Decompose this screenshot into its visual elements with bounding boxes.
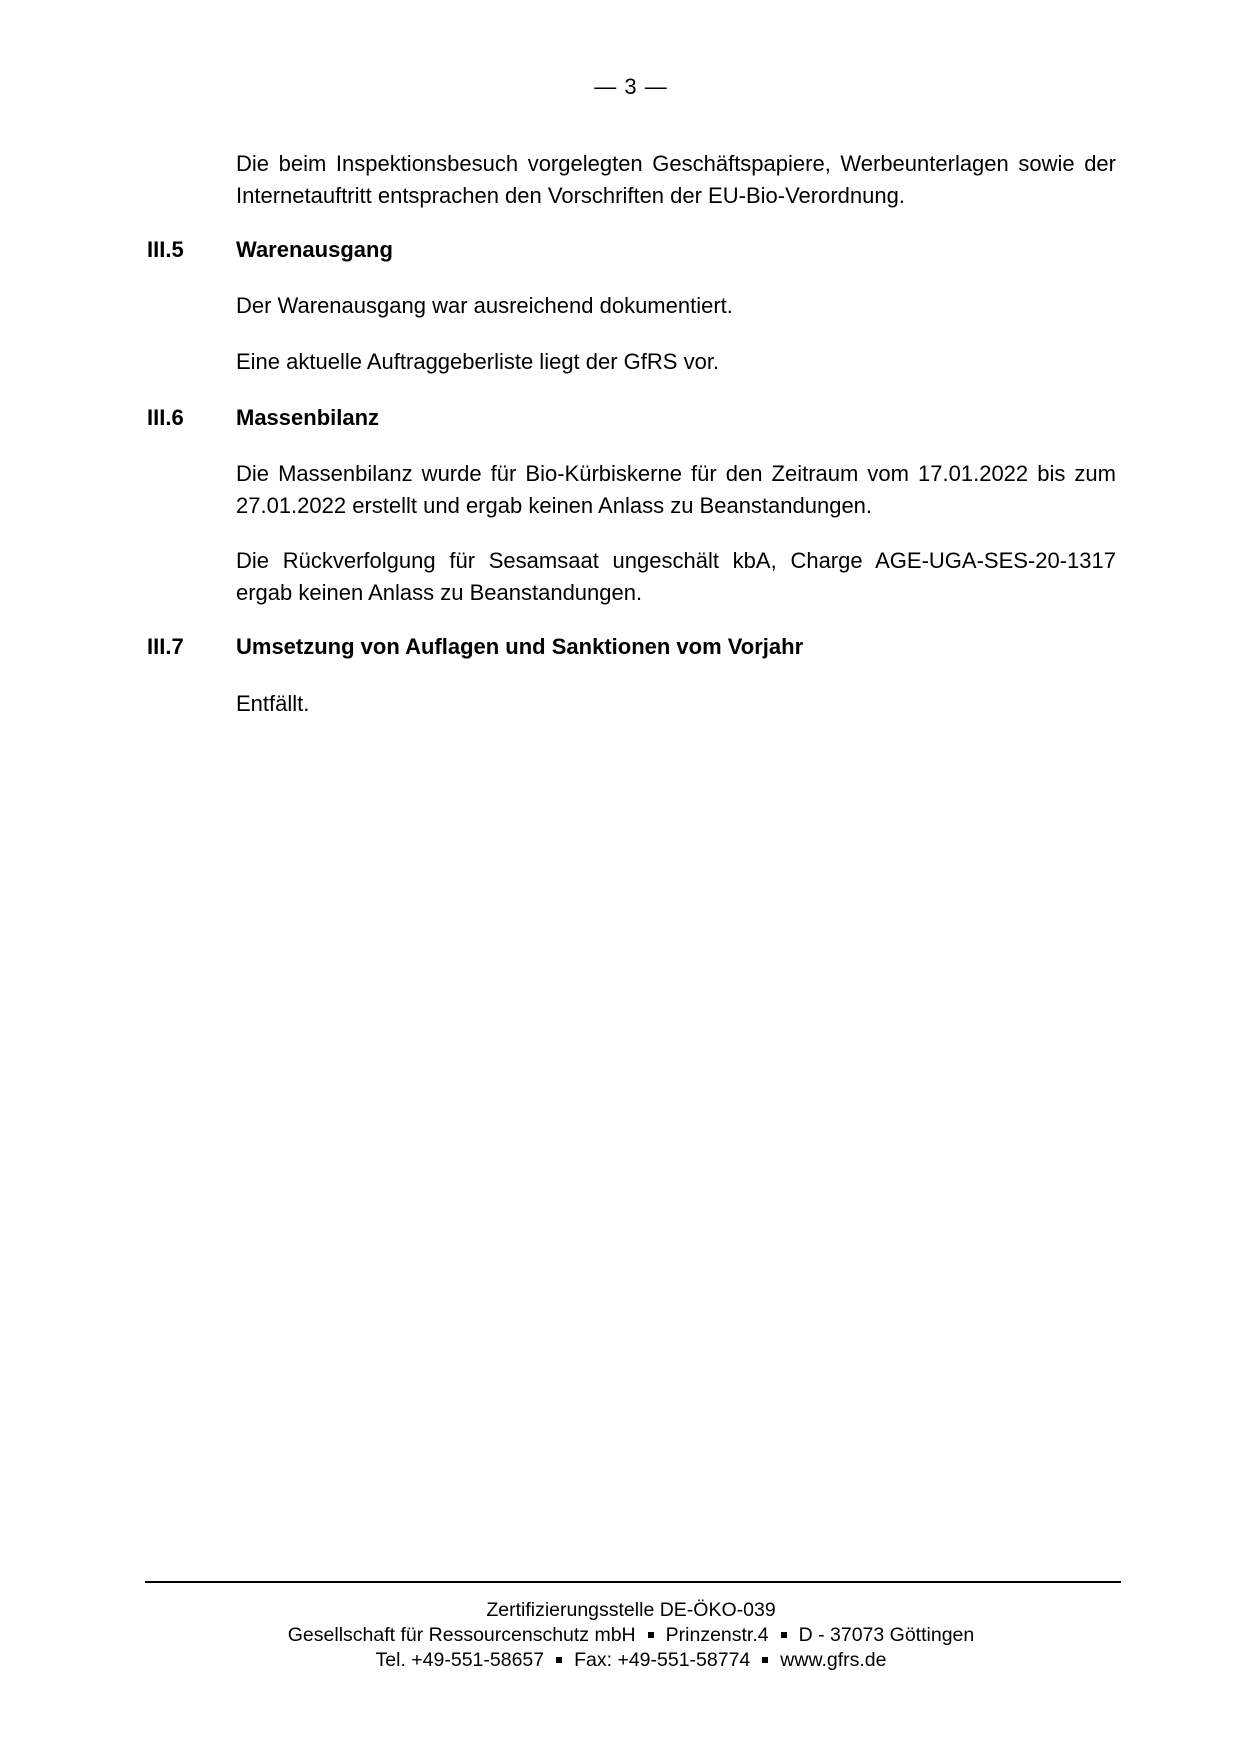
section-paragraph: Die Massenbilanz wurde für Bio-Kürbiskerne für den Zeitraum vom 17.01.2022 bis zum 27.01.2022 erstellt und ergab keinen Anlass zu Beanstandungen. <box>236 461 1116 518</box>
bullet-separator-icon <box>762 1657 768 1663</box>
footer-city: D - 37073 Göttingen <box>798 1624 975 1646</box>
section-title: Umsetzung von Auflagen und Sanktionen vom Vorjahr <box>236 634 804 659</box>
section-paragraph: Eine aktuelle Auftraggeberliste liegt der GfRS vor. <box>236 349 720 374</box>
footer-phone: Tel. +49-551-58657 <box>375 1649 545 1671</box>
footer-company: Gesellschaft für Ressourcenschutz mbH <box>287 1624 636 1646</box>
section-number: III.5 <box>147 237 184 262</box>
section-heading-massenbilanz <box>147 402 379 434</box>
section-heading-auflagen <box>147 631 803 663</box>
bullet-separator-icon <box>781 1632 787 1638</box>
section-title: Massenbilanz <box>236 405 380 430</box>
intro-paragraph: Die beim Inspektionsbesuch vorgelegten Geschäftspapiere, Werbeunterlagen sowie der Internetauftritt entsprachen den Vorschriften der EU-Bio-Verordnung. <box>236 151 1116 208</box>
section-paragraph: Die Rückverfolgung für Sesamsaat ungeschält kbA, Charge AGE-UGA-SES-20-1317 ergab keinen Anlass zu Beanstandungen. <box>236 548 1116 605</box>
section-title: Warenausgang <box>236 237 393 262</box>
section-number: III.7 <box>147 634 184 659</box>
section-paragraph: Der Warenausgang war ausreichend dokumentiert. <box>236 293 733 318</box>
section-heading-warenausgang <box>147 234 393 266</box>
footer-website: www.gfrs.de <box>780 1649 887 1671</box>
footer-street: Prinzenstr.4 <box>665 1624 769 1646</box>
section-paragraph: Entfällt. <box>236 691 310 716</box>
footer-fax: Fax: +49-551-58774 <box>574 1649 751 1671</box>
page-number: — 3 — <box>594 74 668 99</box>
section-number: III.6 <box>147 405 184 430</box>
bullet-separator-icon <box>556 1657 562 1663</box>
footer-divider <box>145 1581 1121 1583</box>
footer-line-contact <box>0 1648 1240 1673</box>
footer-line-address <box>0 1623 1240 1648</box>
bullet-separator-icon <box>648 1632 654 1638</box>
footer-line-certification: Zertifizierungsstelle DE-ÖKO-039 <box>486 1599 776 1621</box>
